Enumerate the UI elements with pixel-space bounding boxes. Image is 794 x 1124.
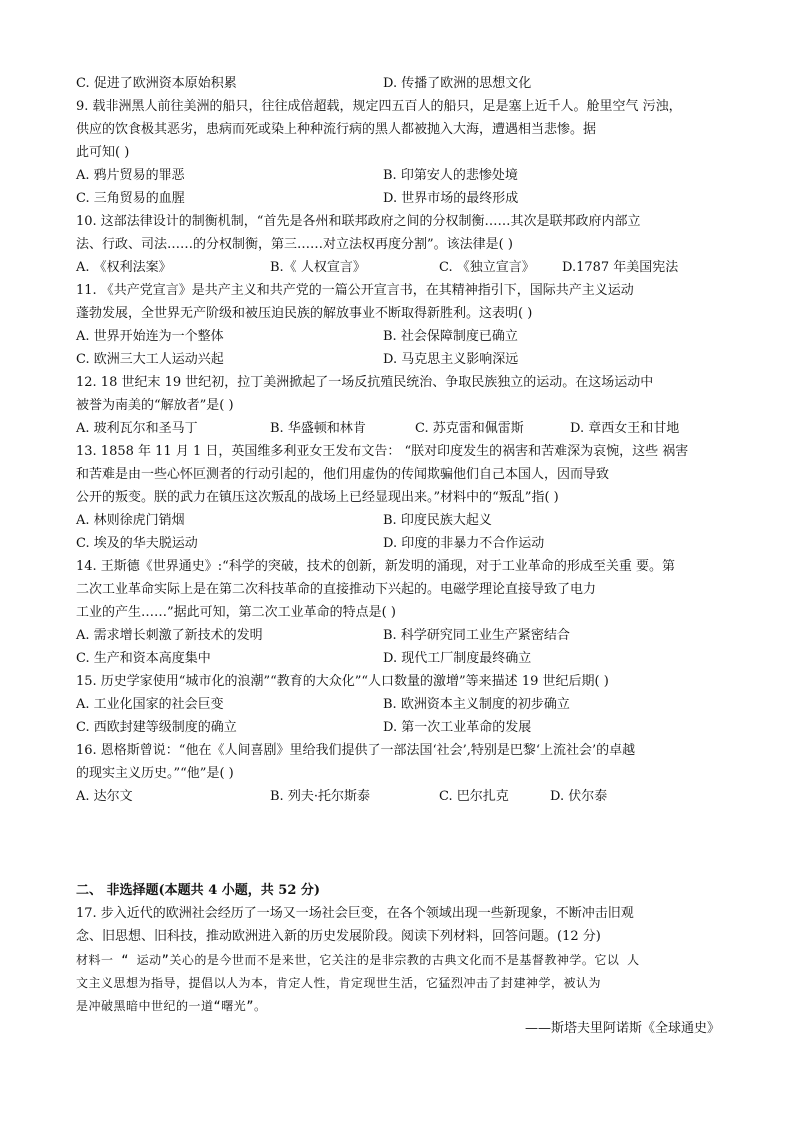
q16-option-a: A. 达尔文 — [76, 789, 133, 804]
q9-option-b: B. 印第安人的悲惨处境 — [383, 168, 518, 183]
q8-option-d: D. 传播了欧洲的思想文化 — [383, 76, 532, 91]
q11-option-d: D. 马克思主义影响深远 — [383, 352, 519, 367]
q9-stem-line-2: 供应的饮食极其恶劣，患病而死或染上种种流行病的黑人都被抛入大海，遭遇相当悲惨。据 — [76, 122, 597, 137]
q17-material-line-2: 文主义思想为指导，提倡以人为本，肯定人性，肯定现世生活，它猛烈冲击了封建神学，被认为 — [76, 976, 602, 990]
q12-option-b: B. 华盛顿和林肯 — [270, 421, 366, 436]
q9-option-d: D. 世界市场的最终形成 — [383, 191, 519, 206]
q16-stem-line-2: 的现实主义历史。”“他”是( ) — [76, 766, 234, 781]
q15-option-c: C. 西欧封建等级制度的确立 — [76, 720, 237, 735]
q15-option-d: D. 第一次工业革命的发展 — [383, 720, 532, 735]
q9-option-c: C. 三角贸易的血腥 — [76, 191, 185, 206]
q10-option-d: D.1787 年美国宪法 — [562, 260, 679, 275]
q14-option-c: C. 生产和资本高度集中 — [76, 651, 211, 666]
q14-option-a: A. 需求增长刺激了新技术的发明 — [76, 628, 263, 643]
q15-stem-line-1: 15. 历史学家使用“城市化的浪潮”“教育的大众化”“人口数量的激增”等来描述 19 世纪后期( ) — [76, 674, 609, 689]
q10-option-c: C. 《独立宣言》 — [439, 260, 535, 275]
q17-material-source: ——斯塔夫里阿诺斯《全球通史》 — [524, 1021, 720, 1036]
q10-stem-line-1: 10. 这部法律设计的制衡机制，“首先是各州和联邦政府之间的分权制衡……其次是联邦政府内部立 — [76, 214, 641, 229]
q16-option-d: D. 伏尔泰 — [550, 789, 608, 804]
q10-option-a: A. 《权利法案》 — [76, 260, 172, 275]
q16-stem-line-1: 16. 恩格斯曾说：“他在《人间喜剧》里给我们提供了一部法国‘社会’,特别是巴黎‘上流社会’的卓越 — [76, 743, 636, 758]
q11-option-b: B. 社会保障制度已确立 — [383, 329, 518, 344]
q13-option-a: A. 林则徐虎门销烟 — [76, 513, 185, 528]
q8-option-c: C. 促进了欧洲资本原始积累 — [76, 76, 237, 91]
q17-material-line-3: 是冲破黑暗中世纪的一道“曙光”。 — [76, 999, 267, 1013]
q14-stem-line-1: 14. 王斯德《世界通史》:“科学的突破，技术的创新，新发明的涌现，对于工业革命的形成至关重 要。第 — [76, 559, 675, 574]
q11-option-c: C. 欧洲三大工人运动兴起 — [76, 352, 224, 367]
q9-option-a: A. 鸦片贸易的罪恶 — [76, 168, 185, 183]
q13-option-d: D. 印度的非暴力不合作运动 — [383, 536, 545, 551]
q12-option-d: D. 章西女王和甘地 — [570, 421, 680, 436]
q9-stem-line-1: 9. 载非洲黑人前往美洲的船只，往往成倍超载，规定四五百人的船只，足是塞上近千人。舱里空气 污浊， — [76, 99, 682, 114]
q13-option-c: C. 埃及的华夫脱运动 — [76, 536, 198, 551]
q11-option-a: A. 世界开始连为一个整体 — [76, 329, 224, 344]
q16-option-b: B. 列夫·托尔斯泰 — [270, 789, 370, 804]
q10-option-b: B.《 人权宣言》 — [270, 260, 366, 275]
q15-option-b: B. 欧洲资本主义制度的初步确立 — [383, 697, 570, 712]
q14-option-d: D. 现代工厂制度最终确立 — [383, 651, 532, 666]
section-2-heading: 二、 非选择题(本题共 4 小题，共 52 分) — [76, 883, 321, 898]
q13-stem-line-2: 和苦难是由一些心怀叵测者的行动引起的，他们用虚伪的传闻欺骗他们自己本国人，因而导致 — [76, 467, 610, 482]
q17-material-line-1: 材料一 “ 运动”关心的是今世而不是来世，它关注的是非宗教的古典文化而不是基督教神学。它以 人 — [76, 953, 640, 967]
q13-stem-line-1: 13. 1858 年 11 月 1 日，英国维多利亚女王发布文告： “朕对印度发生的祸害和苦难深为哀惋，这些 祸害 — [76, 444, 689, 459]
q14-stem-line-2: 二次工业革命实际上是在第二次科技革命的直接推动下兴起的。电磁学理论直接导致了电力 — [76, 582, 597, 597]
q11-stem-line-2: 蓬勃发展，全世界无产阶级和被压迫民族的解放事业不断取得新胜利。这表明( ) — [76, 306, 533, 321]
q9-stem-line-3: 此可知( ) — [76, 145, 130, 160]
q17-stem-line-2: 念、旧思想、旧科技，推动欧洲进入新的历史发展阶段。阅读下列材料，回答问题。(12 分) — [76, 929, 601, 944]
q12-stem-line-1: 12. 18 世纪末 19 世纪初，拉丁美洲掀起了一场反抗殖民统治、争取民族独立的运动。在这场运动中 — [76, 375, 654, 390]
q13-stem-line-3: 公开的叛变。朕的武力在镇压这次叛乱的战场上已经显现出来。”材料中的“叛乱”指( ) — [76, 490, 559, 505]
q14-stem-line-3: 工业的产生……”据此可知，第二次工业革命的特点是( ) — [76, 605, 396, 620]
q13-option-b: B. 印度民族大起义 — [383, 513, 492, 528]
q12-option-a: A. 玻利瓦尔和圣马丁 — [76, 421, 198, 436]
q10-stem-line-2: 法、行政、司法……的分权制衡，第三……对立法权再度分割”。该法律是( ) — [76, 237, 513, 252]
q16-option-c: C. 巴尔扎克 — [439, 789, 509, 804]
q12-stem-line-2: 被誉为南美的“解放者”是( ) — [76, 398, 234, 413]
q12-option-c: C. 苏克雷和佩雷斯 — [415, 421, 524, 436]
q11-stem-line-1: 11. 《共产党宣言》是共产主义和共产党的一篇公开宣言书，在其精神指引下，国际共产主义运动 — [76, 283, 634, 298]
q17-stem-line-1: 17. 步入近代的欧洲社会经历了一场又一场社会巨变，在各个领域出现一些新现象，不断冲击旧观 — [76, 906, 634, 921]
q14-option-b: B. 科学研究同工业生产紧密结合 — [383, 628, 570, 643]
q15-option-a: A. 工业化国家的社会巨变 — [76, 697, 224, 712]
